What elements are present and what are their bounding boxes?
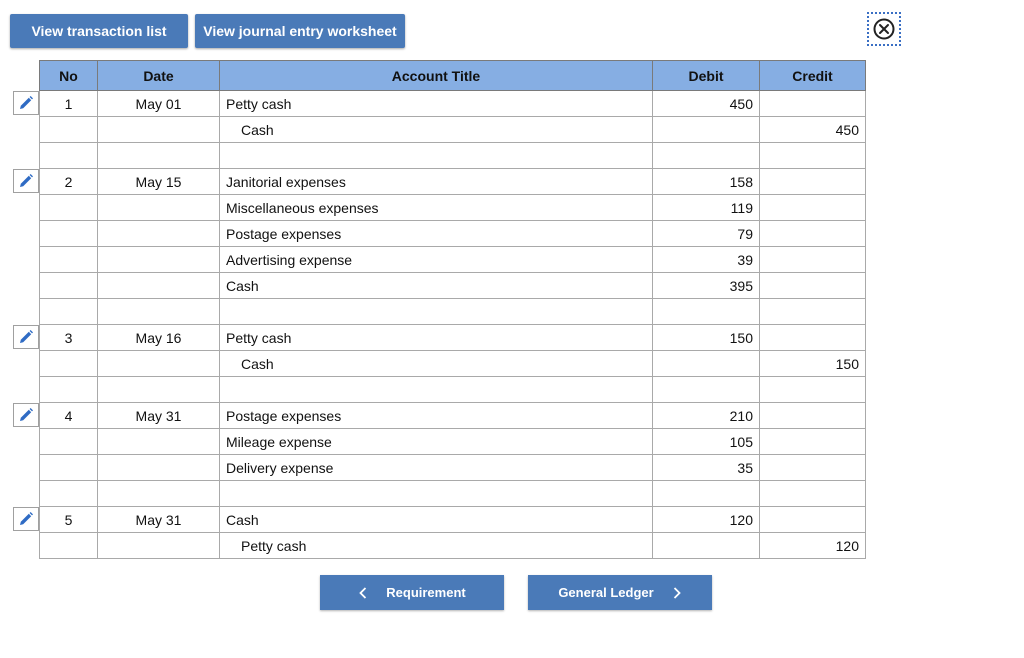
credit-cell	[760, 169, 866, 195]
general-ledger-button[interactable]	[528, 575, 712, 610]
account-title-cell	[220, 299, 653, 325]
header-debit: Debit	[653, 61, 760, 91]
entry-number	[40, 273, 98, 299]
account-title-cell: Cash	[220, 507, 653, 533]
account-title-cell: Cash	[220, 351, 653, 377]
entry-number: 4	[40, 403, 98, 429]
requirement-button[interactable]	[320, 575, 504, 610]
debit-cell	[653, 351, 760, 377]
view-transaction-list-button[interactable]: View transaction list	[10, 14, 188, 48]
edit-entry-button[interactable]	[13, 403, 39, 427]
edit-entry-button[interactable]	[13, 507, 39, 531]
header-no: No	[40, 61, 98, 91]
close-circle-icon	[872, 17, 896, 41]
table-row	[40, 481, 866, 507]
account-title-cell	[220, 143, 653, 169]
entry-date	[98, 117, 220, 143]
pencil-icon	[18, 511, 34, 527]
debit-cell: 105	[653, 429, 760, 455]
account-title-cell: Advertising expense	[220, 247, 653, 273]
table-header-row	[40, 61, 866, 91]
pencil-icon	[18, 95, 34, 111]
debit-cell: 450	[653, 91, 760, 117]
debit-cell	[653, 117, 760, 143]
chevron-right-icon	[672, 586, 682, 600]
debit-cell	[653, 143, 760, 169]
credit-cell: 450	[760, 117, 866, 143]
account-title-cell: Janitorial expenses	[220, 169, 653, 195]
header-credit: Credit	[760, 61, 866, 91]
entry-number	[40, 351, 98, 377]
entry-number: 1	[40, 91, 98, 117]
credit-cell	[760, 247, 866, 273]
table-row	[40, 91, 866, 117]
entry-date	[98, 429, 220, 455]
debit-cell	[653, 299, 760, 325]
credit-cell	[760, 195, 866, 221]
close-button[interactable]	[867, 12, 901, 46]
credit-cell	[760, 221, 866, 247]
entry-date	[98, 299, 220, 325]
entry-number	[40, 117, 98, 143]
credit-cell	[760, 91, 866, 117]
entry-number	[40, 299, 98, 325]
entry-date	[98, 351, 220, 377]
entry-date	[98, 247, 220, 273]
credit-cell	[760, 481, 866, 507]
pencil-icon	[18, 407, 34, 423]
account-title-cell	[220, 377, 653, 403]
header-account-title: Account Title	[220, 61, 653, 91]
entry-number	[40, 195, 98, 221]
chevron-left-icon	[358, 586, 368, 600]
table-row	[40, 403, 866, 429]
edit-entry-button[interactable]	[13, 169, 39, 193]
account-title-cell: Petty cash	[220, 325, 653, 351]
debit-cell	[653, 481, 760, 507]
entry-date: May 16	[98, 325, 220, 351]
table-row	[40, 143, 866, 169]
header-date: Date	[98, 61, 220, 91]
debit-cell: 39	[653, 247, 760, 273]
table-row	[40, 455, 866, 481]
credit-cell	[760, 507, 866, 533]
entry-date	[98, 533, 220, 559]
entry-number	[40, 143, 98, 169]
debit-cell: 79	[653, 221, 760, 247]
entry-date	[98, 481, 220, 507]
entry-date: May 31	[98, 507, 220, 533]
table-row	[40, 273, 866, 299]
table-row	[40, 351, 866, 377]
general-ledger-label: General Ledger	[558, 585, 654, 600]
credit-cell	[760, 455, 866, 481]
entry-number: 5	[40, 507, 98, 533]
credit-cell: 150	[760, 351, 866, 377]
entry-date: May 15	[98, 169, 220, 195]
account-title-cell: Petty cash	[220, 533, 653, 559]
credit-cell	[760, 377, 866, 403]
entry-number	[40, 377, 98, 403]
table-row	[40, 533, 866, 559]
table-row	[40, 195, 866, 221]
table-row	[40, 169, 866, 195]
credit-cell	[760, 143, 866, 169]
pencil-icon	[18, 329, 34, 345]
credit-cell	[760, 299, 866, 325]
entry-number	[40, 481, 98, 507]
table-row	[40, 247, 866, 273]
credit-cell: 120	[760, 533, 866, 559]
debit-cell: 35	[653, 455, 760, 481]
table-row	[40, 429, 866, 455]
account-title-cell: Postage expenses	[220, 221, 653, 247]
debit-cell: 210	[653, 403, 760, 429]
entry-date	[98, 377, 220, 403]
debit-cell	[653, 533, 760, 559]
entry-date: May 01	[98, 91, 220, 117]
credit-cell	[760, 273, 866, 299]
entry-number	[40, 247, 98, 273]
pencil-icon	[18, 173, 34, 189]
entry-date	[98, 273, 220, 299]
account-title-cell: Cash	[220, 273, 653, 299]
entry-number: 2	[40, 169, 98, 195]
entry-date	[98, 195, 220, 221]
table-row	[40, 507, 866, 533]
account-title-cell: Mileage expense	[220, 429, 653, 455]
entry-date	[98, 455, 220, 481]
debit-cell: 120	[653, 507, 760, 533]
account-title-cell: Petty cash	[220, 91, 653, 117]
entry-date	[98, 143, 220, 169]
account-title-cell: Delivery expense	[220, 455, 653, 481]
entry-number	[40, 455, 98, 481]
entry-number	[40, 221, 98, 247]
table-row	[40, 221, 866, 247]
entry-number: 3	[40, 325, 98, 351]
table-row	[40, 377, 866, 403]
credit-cell	[760, 403, 866, 429]
table-row	[40, 117, 866, 143]
account-title-cell: Miscellaneous expenses	[220, 195, 653, 221]
view-journal-entry-worksheet-button[interactable]: View journal entry worksheet	[195, 14, 405, 48]
entry-date	[98, 221, 220, 247]
debit-cell	[653, 377, 760, 403]
edit-entry-button[interactable]	[13, 325, 39, 349]
debit-cell: 150	[653, 325, 760, 351]
credit-cell	[760, 429, 866, 455]
edit-entry-button[interactable]	[13, 91, 39, 115]
journal-entries-table	[39, 60, 866, 559]
account-title-cell	[220, 481, 653, 507]
entry-date: May 31	[98, 403, 220, 429]
credit-cell	[760, 325, 866, 351]
requirement-label: Requirement	[386, 585, 466, 600]
debit-cell: 158	[653, 169, 760, 195]
account-title-cell: Postage expenses	[220, 403, 653, 429]
entry-number	[40, 429, 98, 455]
debit-cell: 119	[653, 195, 760, 221]
account-title-cell: Cash	[220, 117, 653, 143]
entry-number	[40, 533, 98, 559]
table-row	[40, 299, 866, 325]
table-row	[40, 325, 866, 351]
debit-cell: 395	[653, 273, 760, 299]
